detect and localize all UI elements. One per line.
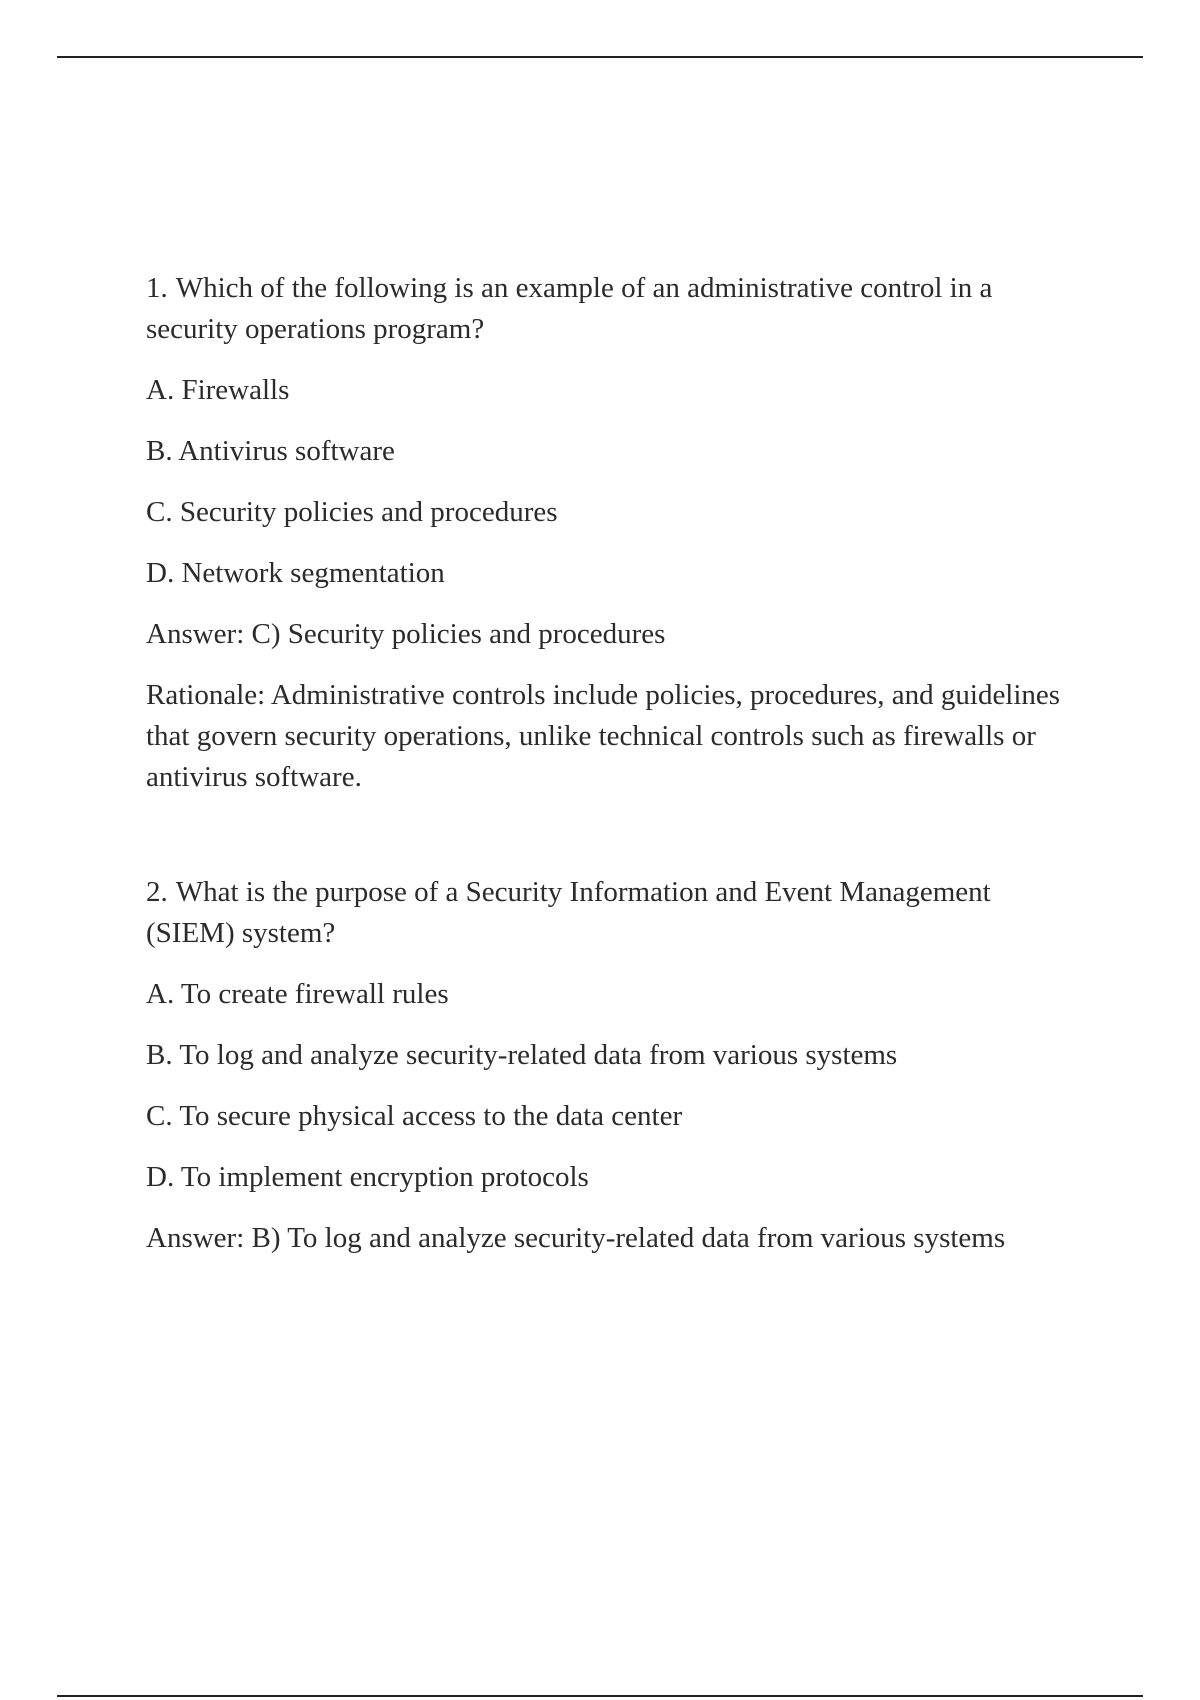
top-divider [57, 56, 1143, 58]
question-2-option-b: B. To log and analyze security-related data from various systems [146, 1039, 898, 1071]
question-2-option-c: C. To secure physical access to the data center [146, 1100, 683, 1132]
question-1 [146, 268, 1086, 798]
question-2-text [146, 872, 1086, 954]
question-1-prompt: Which of the following is an example of an administrative control in a security operations program? [146, 272, 993, 345]
question-1-number: 1. [146, 272, 168, 304]
question-1-rationale: Rationale: Administrative controls include policies, procedures, and guidelines that govern security operations, unlike technical controls such as firewalls or antivirus software. [146, 679, 1061, 793]
question-2-answer: Answer: B) To log and analyze security-related data from various systems [146, 1222, 1006, 1254]
question-1-option-a: A. Firewalls [146, 374, 290, 406]
question-1-text [146, 268, 1086, 350]
question-1-option-b: B. Antivirus software [146, 435, 395, 467]
question-1-answer: Answer: C) Security policies and procedures [146, 618, 666, 650]
bottom-divider [57, 1695, 1143, 1697]
question-2 [146, 872, 1086, 1259]
question-1-option-d: D. Network segmentation [146, 557, 445, 589]
question-2-prompt: What is the purpose of a Security Information and Event Management (SIEM) system? [146, 876, 991, 949]
question-2-number: 2. [146, 876, 168, 908]
question-2-option-d: D. To implement encryption protocols [146, 1161, 589, 1193]
question-1-option-c: C. Security policies and procedures [146, 496, 558, 528]
document-body [146, 268, 1086, 1259]
question-2-option-a: A. To create firewall rules [146, 978, 449, 1010]
